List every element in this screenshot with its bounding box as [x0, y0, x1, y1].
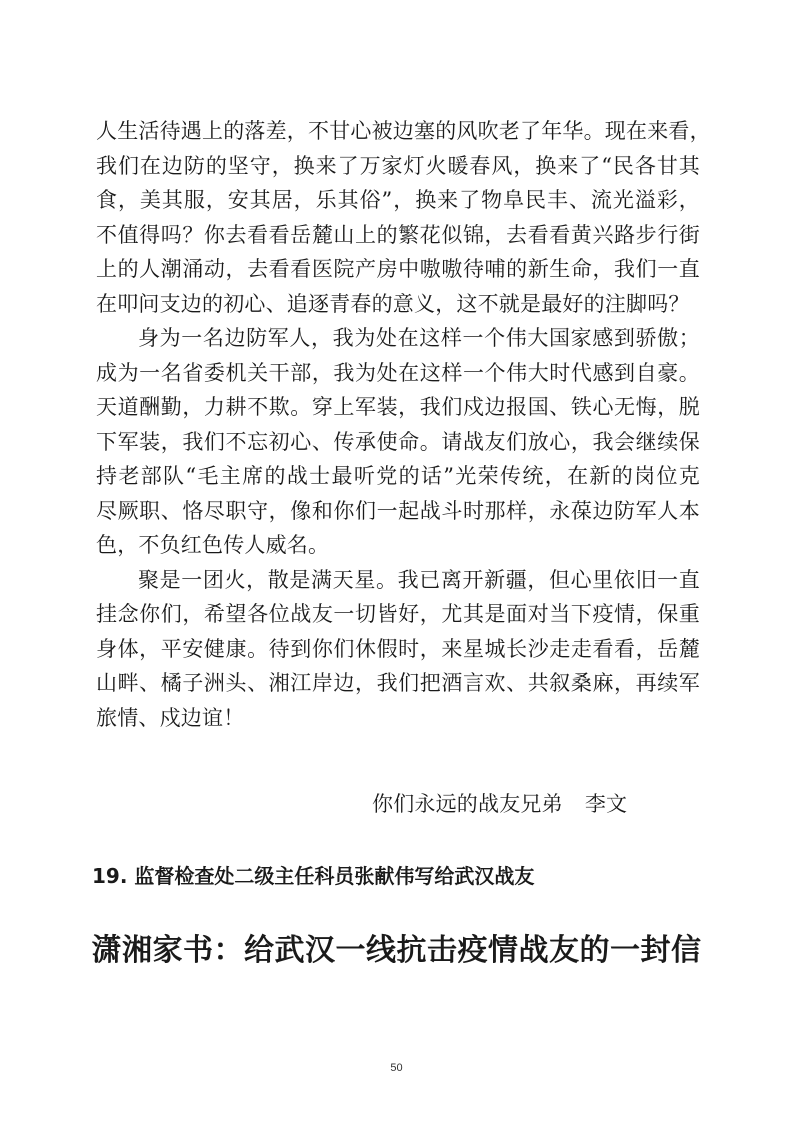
body-line: 食，美其服，安其居，乐其俗”，换来了物阜民丰、流光溢彩， — [96, 188, 700, 212]
paragraph-start-line: 聚是一团火，散是满天星。我已离开新疆，但心里依旧一直 — [138, 567, 700, 592]
body-line: 不值得吗？你去看看岳麓山上的繁花似锦，去看看黄兴路步行街 — [96, 222, 700, 247]
body-line: 挂念你们，希望各位战友一切皆好，尤其是面对当下疫情，保重 — [96, 602, 700, 626]
paragraph-start-line: 身为一名边防军人，我为处在这样一个伟大国家感到骄傲； — [138, 326, 700, 350]
body-line: 人生活待遇上的落差，不甘心被边塞的风吹老了年华。现在来看， — [96, 119, 711, 143]
signature-name: 李文 — [584, 792, 628, 816]
body-line: 山畔、橘子洲头、湘江岸边，我们把酒言欢、共叙桑麻，再续军 — [96, 671, 700, 695]
body-line: 持老部队“毛主席的战士最听党的话”光荣传统，在新的岗位克 — [96, 464, 700, 488]
letter-signature — [372, 788, 627, 818]
body-line: 色，不负红色传人威名。 — [96, 533, 330, 557]
body-line: 成为一名省委机关干部，我为处在这样一个伟大时代感到自豪。 — [96, 360, 700, 385]
body-line: 尽厥职、恪尽职守，像和你们一起战斗时那样，永葆边防军人本 — [96, 498, 700, 523]
letter-body — [96, 114, 711, 735]
body-line: 在叩问支边的初心、追逐青春的意义，这不就是最好的注脚吗？ — [96, 291, 690, 316]
signature-sender: 你们永远的战友兄弟 — [372, 792, 563, 816]
document-title: 潇湘家书：给武汉一线抗击疫情战友的一封信 — [91, 933, 702, 968]
body-line: 下军装，我们不忘初心、传承使命。请战友们放心，我会继续保 — [96, 429, 700, 454]
body-line: 天道酬勤，力耕不欺。穿上军装，我们戍边报国、铁心无悔，脱 — [96, 395, 700, 419]
body-line: 上的人潮涌动，去看看医院产房中嗷嗷待哺的新生命，我们一直 — [96, 257, 700, 281]
body-line: 身体，平安健康。待到你们休假时，来星城长沙走走看看，岳麓 — [96, 636, 700, 661]
section-heading: 19. 监督检查处二级主任科员张献伟写给武汉战友 — [92, 864, 535, 888]
body-line: 旅情、戍边谊！ — [96, 705, 245, 730]
page-number: 50 — [390, 1062, 403, 1074]
body-line: 我们在边防的坚守，换来了万家灯火暖春风，换来了“民各甘其 — [96, 153, 700, 178]
